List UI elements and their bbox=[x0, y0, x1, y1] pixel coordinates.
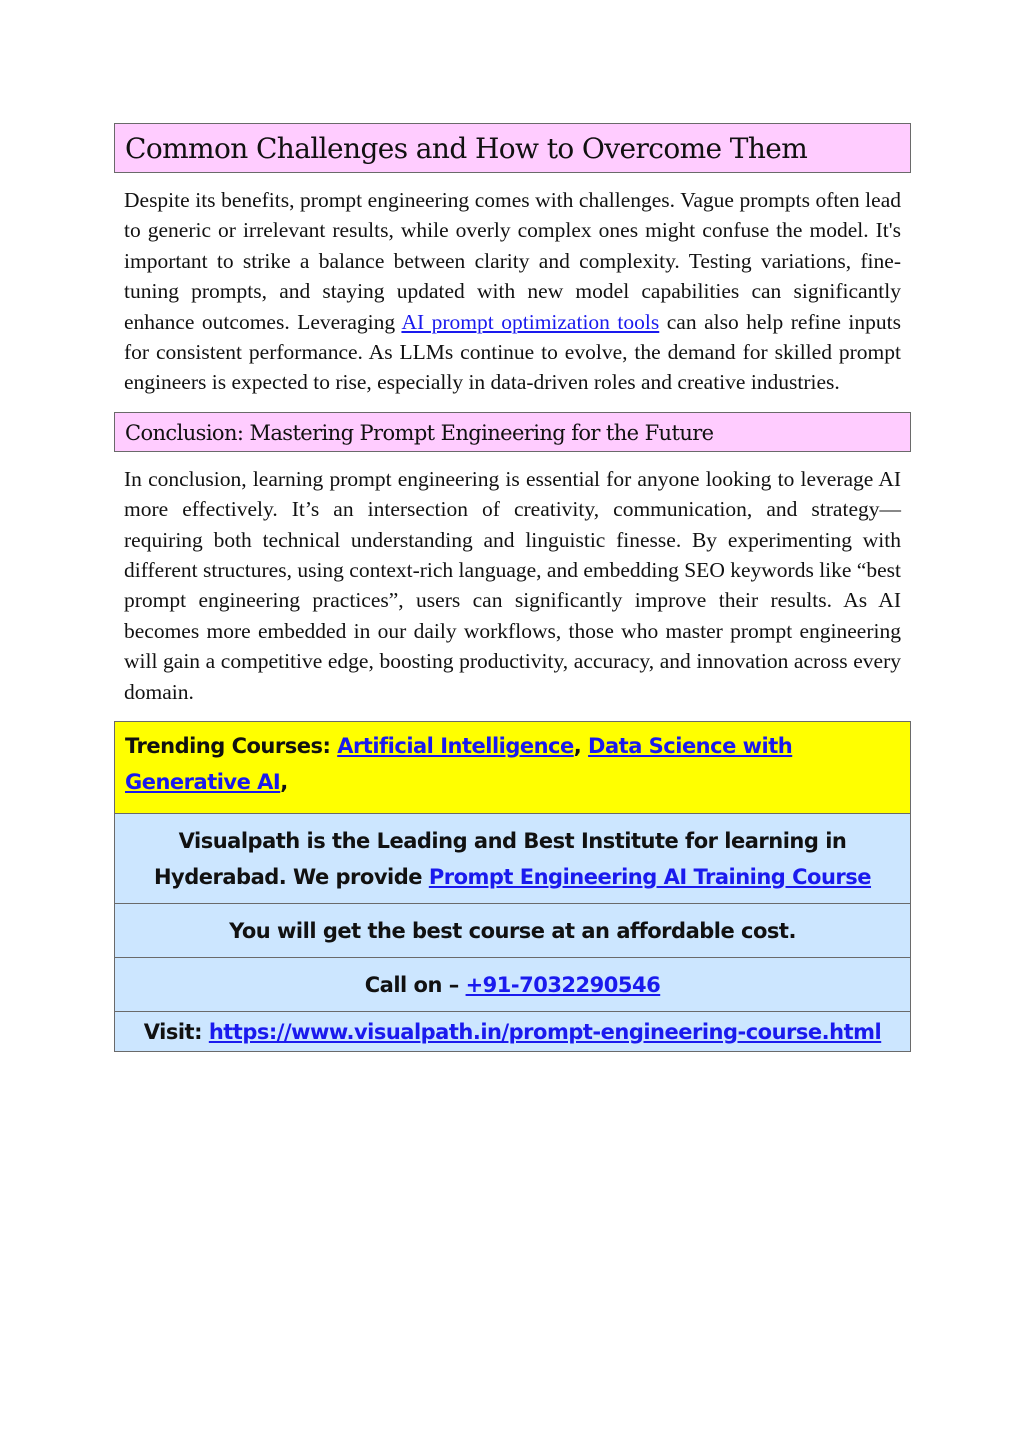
institute-row bbox=[115, 814, 911, 904]
section-heading-box bbox=[114, 123, 911, 173]
call-row bbox=[115, 958, 911, 1012]
cost-text: You will get the best course at an affordable cost. bbox=[115, 904, 911, 958]
institute-text: Visualpath is the Leading and Best Institute for learning in Hyderabad. We provide bbox=[153, 828, 847, 889]
institute-cell bbox=[115, 814, 911, 904]
conclusion-paragraph: In conclusion, learning prompt engineering is essential for anyone looking to leverage AI more effectively. It’s an intersection of creativity, communication, and strategy—requiring both technical understanding and linguistic finesse. By experimenting with different structures, using context-rich language, and embedding SEO keywords like “best prompt engineering practices”, users can significantly improve their results. As AI becomes more embedded in our daily workflows, those who master prompt engineering will gain a competitive edge, boosting productivity, accuracy, and innovation across every domain. bbox=[124, 466, 901, 704]
separator-comma: , bbox=[280, 770, 288, 795]
artificial-intelligence-link[interactable]: Artificial Intelligence bbox=[337, 734, 574, 759]
phone-number-link[interactable]: +91-7032290546 bbox=[465, 972, 661, 997]
website-url-link[interactable]: https://www.visualpath.in/prompt-engineering-course.html bbox=[208, 1019, 882, 1044]
prompt-engineering-course-link[interactable]: Prompt Engineering AI Training Course bbox=[428, 864, 872, 889]
challenges-text-part1: Despite its benefits, prompt engineering comes with challenges. Vague prompts often lead to generic or irrelevant results, while overly complex ones might confuse the model. It's important to strike a balance between clarity and complexity. Testing variations, fine-tuning prompts, and staying updated with new model capabilities can significantly enhance outcomes. Leveraging bbox=[124, 188, 901, 334]
section-heading-challenges: Common Challenges and How to Overcome Them bbox=[125, 132, 808, 165]
cost-row bbox=[115, 904, 911, 958]
trending-courses-label: Trending Courses: bbox=[125, 734, 338, 759]
section-heading-box bbox=[114, 412, 911, 452]
challenges-paragraph bbox=[114, 185, 911, 398]
challenges-text-part2: can also help refine inputs for consistent performance. As LLMs continue to evolve, the demand for skilled prompt engineers is expected to rise, especially in data-driven roles and creative industries. bbox=[124, 309, 901, 395]
document-page bbox=[114, 123, 911, 1052]
trending-courses-cell bbox=[115, 722, 911, 814]
call-cell bbox=[115, 958, 911, 1012]
ai-prompt-optimization-tools-link[interactable]: AI prompt optimization tools bbox=[401, 309, 660, 334]
separator-comma: , bbox=[573, 734, 589, 759]
data-science-generative-ai-link[interactable]: Data Science with Generative AI bbox=[125, 734, 793, 795]
call-label: Call on – bbox=[364, 972, 466, 997]
visit-cell bbox=[115, 1012, 911, 1052]
course-info-table bbox=[114, 721, 911, 1052]
trending-courses-row bbox=[115, 722, 911, 814]
visit-label: Visit: bbox=[143, 1019, 209, 1044]
visit-row bbox=[115, 1012, 911, 1052]
section-heading-conclusion: Conclusion: Mastering Prompt Engineering for the Future bbox=[125, 420, 714, 445]
